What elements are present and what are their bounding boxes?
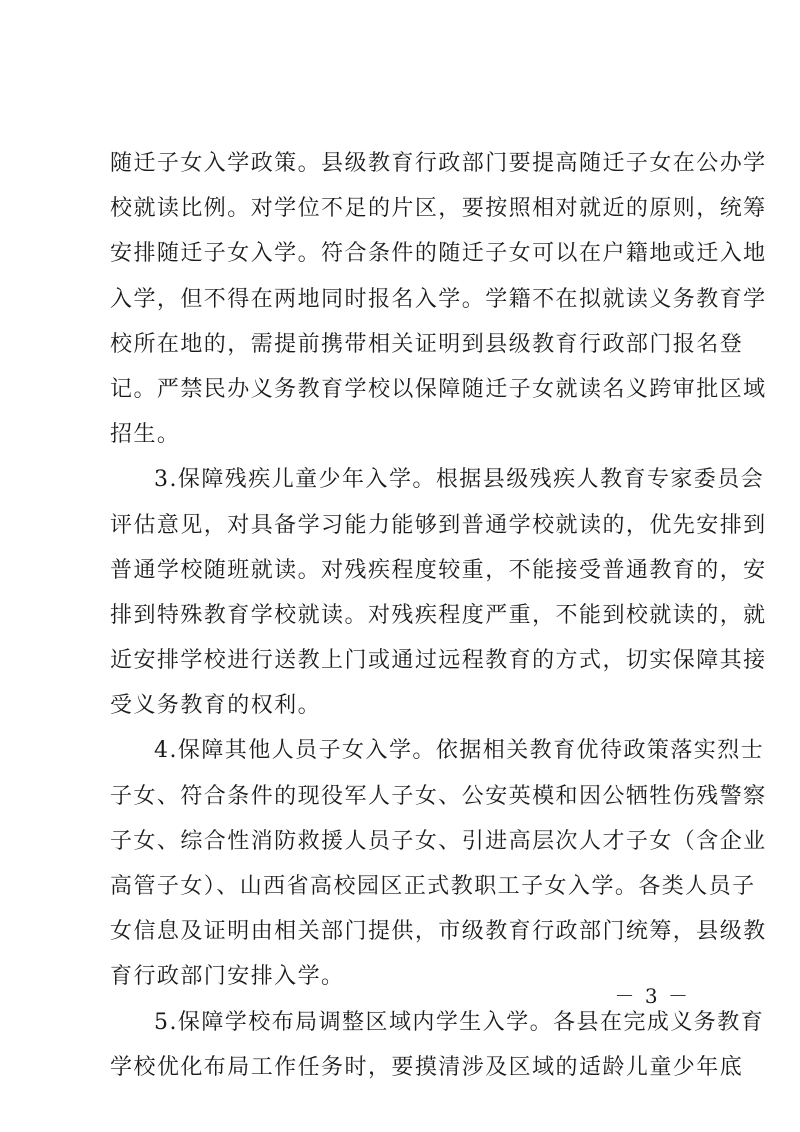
text-line: 校就读比例。对学位不足的片区，要按照相对就近的原则，统筹 [110,196,767,222]
paragraph-5-first-line: 5.保障学校布局调整区域内学生入学。各县在完成义务教育 [154,1009,765,1035]
text-line: 受义务教育的权利。 [110,693,322,719]
text-line: 随迁子女入学政策。县级教育行政部门要提高随迁子女在公办学 [110,151,767,176]
text-line: 普通学校随班就读。对残疾程度较重，不能接受普通教育的，安 [110,557,767,583]
text-line: 记。严禁民办义务教育学校以保障随迁子女就读名义跨审批区域 [110,376,767,402]
text-line: 学校优化布局工作任务时，要摸清涉及区域的适龄儿童少年底 [110,1054,744,1080]
text-line: 子女、符合条件的现役军人子女、公安英模和因公牺牲伤残警察 [110,783,767,809]
text-line: 育行政部门安排入学。 [110,964,345,990]
text-line: 校所在地的，需提前携带相关证明到县级教育行政部门报名登 [110,331,744,357]
paragraph-3-first-line: 3.保障残疾儿童少年入学。根据县级残疾人教育专家委员会 [154,467,765,493]
text-line: 近安排学校进行送教上门或通过远程教育的方式，切实保障其接 [110,648,767,674]
paragraph-4-first-line: 4.保障其他人员子女入学。依据相关教育优待政策落实烈士 [154,738,765,764]
text-line: 高管子女）、山西省高校园区正式教职工子女入学。各类人员子 [110,874,756,899]
text-line: 安排随迁子女入学。符合条件的随迁子女可以在户籍地或迁入地 [110,241,767,267]
text-line: 招生。 [110,422,181,448]
text-line: 排到特殊教育学校就读。对残疾程度严重，不能到校就读的，就 [110,602,767,628]
body-text [110,141,767,1090]
text-line: 入学，但不得在两地同时报名入学。学籍不在拟就读义务教育学 [110,286,767,312]
text-line: 子女、综合性消防救援人员子女、引进高层次人才子女（含企业 [110,828,767,854]
page-number: － 3 － [614,984,690,1008]
text-line: 女信息及证明由相关部门提供，市级教育行政部门统筹，县级教 [110,919,767,945]
text-line: 评估意见，对具备学习能力能够到普通学校就读的，优先安排到 [110,512,767,538]
